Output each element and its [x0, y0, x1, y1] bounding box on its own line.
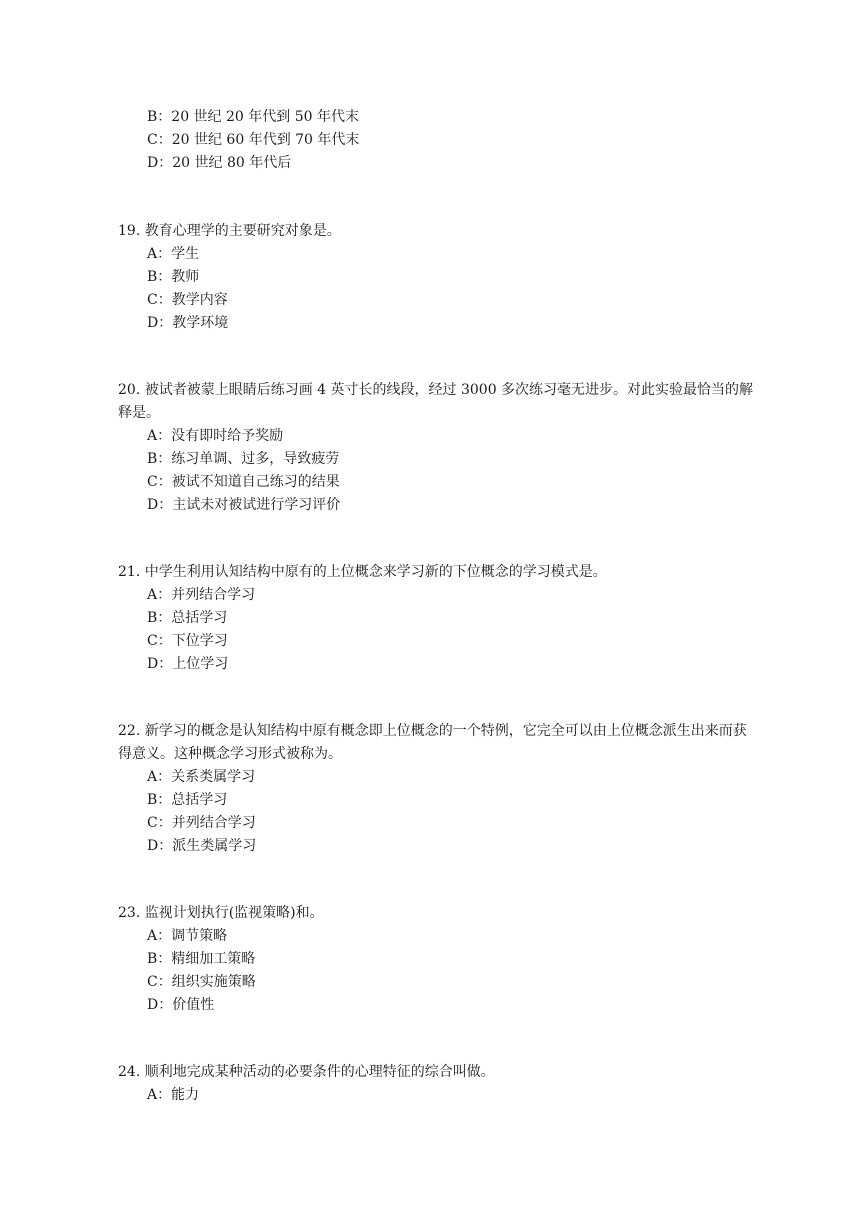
question-23: [118, 902, 758, 1017]
question-20: [118, 379, 758, 517]
option-d: D：价值性: [147, 997, 215, 1013]
question-stem: 21. 中学生利用认知结构中原有的上位概念来学习新的下位概念的学习模式是。: [118, 564, 607, 580]
option-d: D：20 世纪 80 年代后: [147, 155, 292, 171]
option-d: D：主试未对被试进行学习评价: [147, 497, 341, 513]
option-a: A：并列结合学习: [147, 587, 256, 603]
option-list: [147, 106, 359, 175]
option-b: B：练习单调、过多，导致疲劳: [147, 451, 340, 467]
question-24: [118, 1061, 758, 1107]
option-a: A：能力: [147, 1087, 200, 1103]
option-b: B：精细加工策略: [147, 951, 256, 967]
option-c: C：并列结合学习: [147, 815, 256, 831]
option-a: A：调节策略: [147, 928, 228, 944]
option-c: C：被试不知道自己练习的结果: [147, 474, 340, 490]
question-19: [118, 220, 758, 335]
question-stem: 20. 被试者被蒙上眼睛后练习画 4 英寸长的线段，经过 3000 多次练习毫无进步。对此实验最恰当的解释是。: [118, 382, 754, 421]
option-list: [118, 243, 758, 335]
option-c: C：下位学习: [147, 633, 228, 649]
option-list: [118, 1084, 758, 1107]
question-stem: 19. 教育心理学的主要研究对象是。: [118, 223, 341, 239]
option-list: [118, 584, 758, 676]
option-list: [118, 425, 758, 517]
previous-question-options: [147, 106, 359, 175]
option-d: D：上位学习: [147, 656, 229, 672]
question-stem: 22. 新学习的概念是认知结构中原有概念即上位概念的一个特例，它完全可以由上位概念派生出来而获得意义。这种概念学习形式被称为。: [118, 723, 747, 762]
option-list: [118, 925, 758, 1017]
option-c: C：教学内容: [147, 292, 228, 308]
question-22: [118, 720, 758, 858]
option-b: B：总括学习: [147, 792, 228, 808]
option-d: D：派生类属学习: [147, 838, 257, 854]
option-list: [118, 766, 758, 858]
question-stem: 23. 监视计划执行(监视策略)和。: [118, 905, 324, 921]
option-c: C：20 世纪 60 年代到 70 年代末: [147, 132, 360, 148]
option-a: A：学生: [147, 246, 200, 262]
option-c: C：组织实施策略: [147, 974, 256, 990]
option-b: B：教师: [147, 269, 200, 285]
question-stem: 24. 顺利地完成某种活动的必要条件的心理特征的综合叫做。: [118, 1064, 495, 1080]
option-b: B：20 世纪 20 年代到 50 年代末: [147, 109, 359, 125]
option-a: A：关系类属学习: [147, 769, 256, 785]
question-21: [118, 561, 758, 676]
option-d: D：教学环境: [147, 315, 229, 331]
option-b: B：总括学习: [147, 610, 228, 626]
option-a: A：没有即时给予奖励: [147, 428, 284, 444]
